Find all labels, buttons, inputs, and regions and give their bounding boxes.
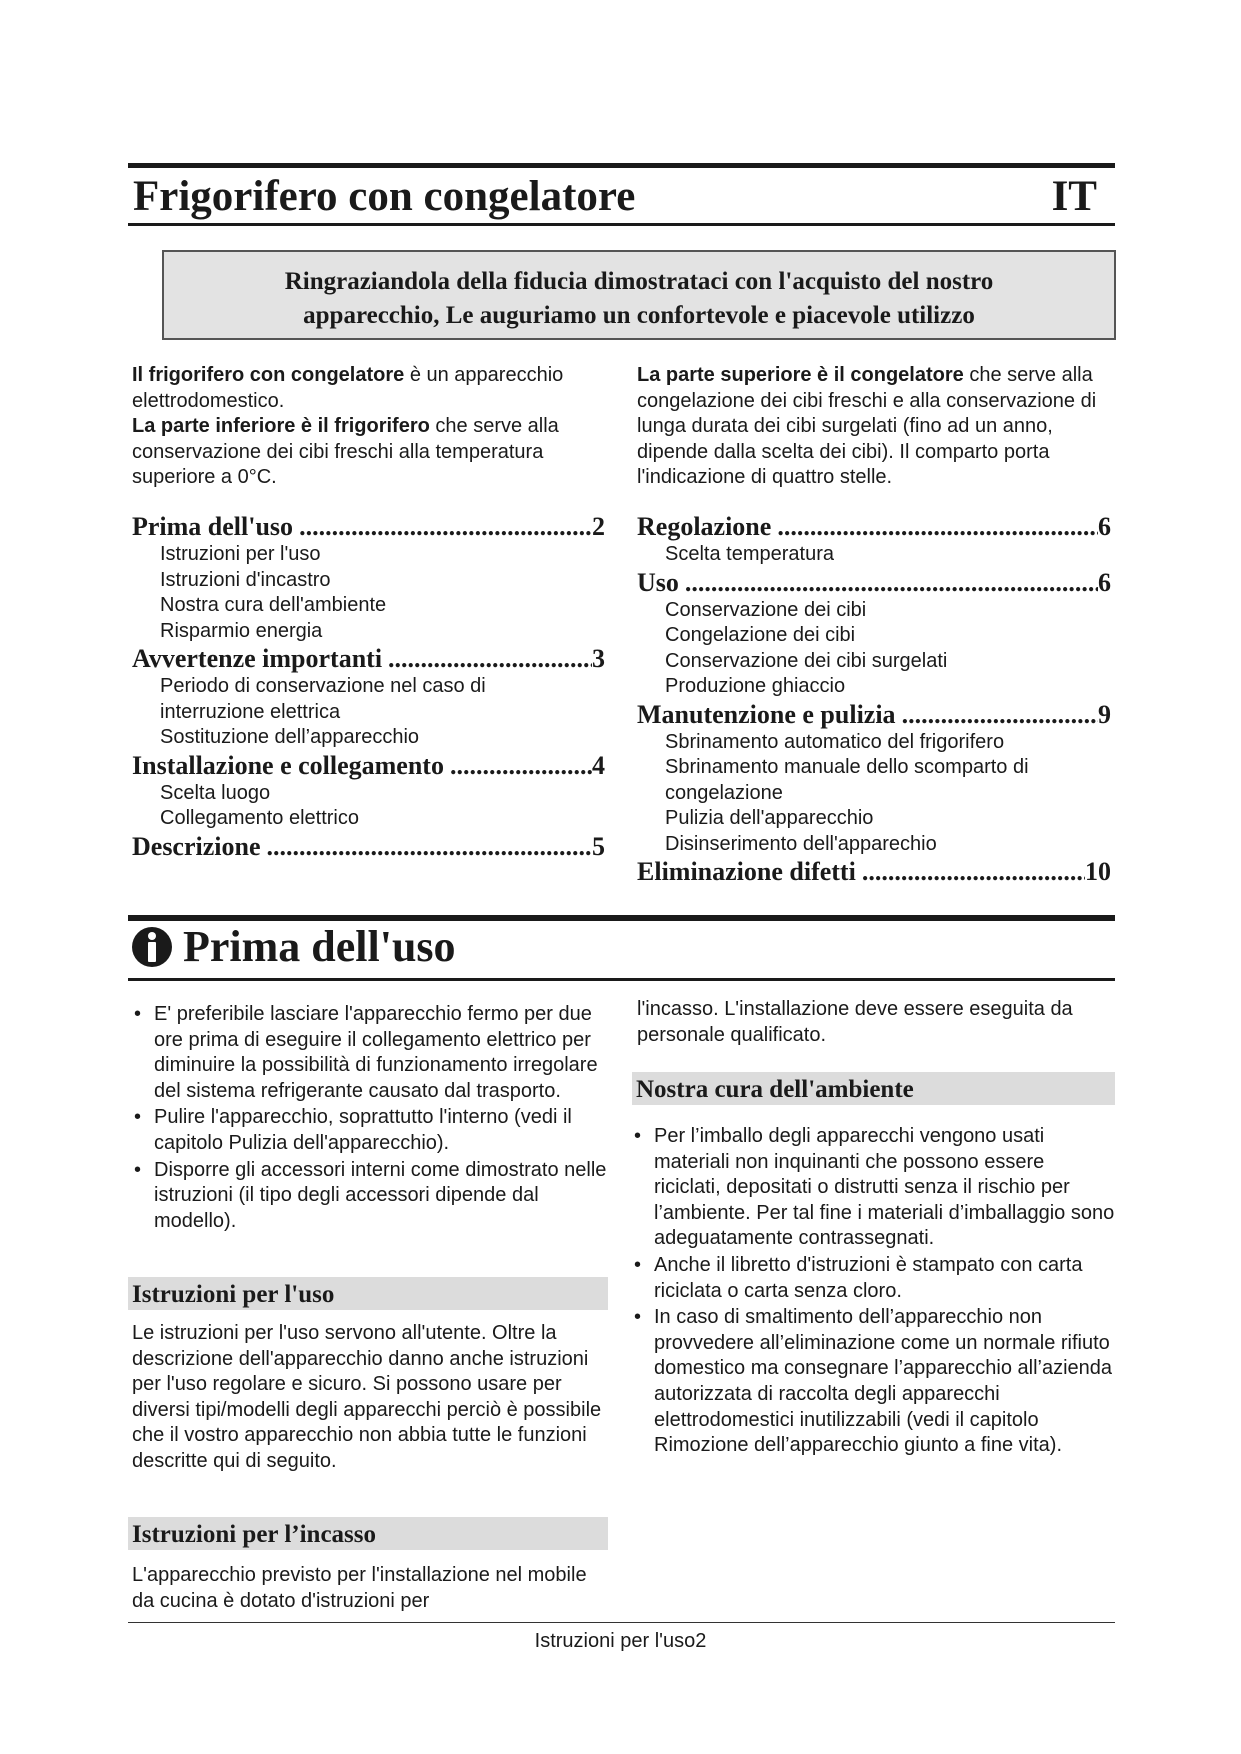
toc-subentry: Scelta luogo [160,781,271,804]
footer-rule [128,1622,1115,1623]
toc-subentry: Pulizia dell'apparecchio [665,807,874,829]
toc-subentry: Sbrinamento manuale dello scomparto di [665,756,1029,778]
thanks-line-1: Ringraziandola della fiducia dimostrataci con l'acquisto del nostro [284,268,994,295]
list-item: • Anche il libretto d'istruzioni è stampato con carta riciclata o carta senza cloro. [632,1253,1115,1304]
header-rule-top [128,163,1115,168]
intro-left-text-1: è un apparecchio elettrodomestico. [132,364,564,412]
section-rule-bottom [128,978,1115,981]
toc-subentry: Sostituzione dell’apparecchio [160,726,420,748]
header-rule-bottom [128,223,1115,226]
paragraph-istruzioni-uso: Le istruzioni per l'uso servono all'utente. Oltre la descrizione dell'apparecchio danno anche istruzioni per l'uso regolare e sicuro. Si possono usare per diversi tipi/modelli degli apparecchi perciò è possibile che il vostro apparecchio non abbia tutte le funzioni descritte qui di seguito. [132,1322,602,1472]
toc-entry[interactable]: Regolazione ..... 6 [637,512,1111,542]
toc-subentry: Congelazione dei cibi [665,624,856,646]
document-title: Frigorifero con congelatore [133,173,636,220]
bullet-list [632,1124,1115,1459]
toc-subentry: Disinserimento dell'apparechio [665,832,937,855]
paragraph-incasso-cont: l'incasso. L'installazione deve essere eseguita da personale qualificato. [637,998,1073,1046]
toc-entry[interactable]: Uso ..... 6 [637,568,1111,598]
toc-subentry: Nostra cura dell'ambiente [160,594,387,616]
toc-entry[interactable]: Eliminazione difetti ..... 10 [637,857,1111,887]
toc-subentry: Produzione ghiaccio [665,675,846,697]
intro-right-text-1: che serve alla congelazione dei cibi freschi e alla conservazione di lunga durata dei cibi surgelati (fino ad un anno, dipende dalla scelta dei cibi). Il comparto porta l'indicazione di quattro stelle. [637,364,1097,489]
toc-entry[interactable]: Descrizione ..... 5 [132,832,605,862]
intro-left-bold-2: La parte inferiore è il frigorifero [132,415,430,438]
toc-subentry: Periodo di conservazione nel caso di [160,675,486,697]
intro-right-bold-1: La parte superiore è il congelatore [637,364,964,386]
toc-entry[interactable]: Manutenzione e pulizia ..... 9 [637,700,1111,730]
intro-left-text-2: che serve alla conservazione dei cibi freschi alla temperatura superiore a 0°C. [132,415,559,489]
thanks-line-2: apparecchio, Le auguriamo un confortevole e piacevole utilizzo [303,302,975,329]
toc-subentry: Conservazione dei cibi [665,598,867,621]
thanks-box [162,250,1116,340]
toc-subentry: Istruzioni d'incastro [160,568,331,591]
list-item: • Pulire l'apparecchio, soprattutto l'interno (vedi il capitolo Pulizia dell'apparecchio). [132,1105,612,1156]
info-icon [131,926,173,968]
intro-left-bold-1: Il frigorifero con congelatore [132,364,405,386]
toc-subentry: interruzione elettrica [160,700,341,723]
toc-subentry: Sbrinamento automatico del frigorifero [665,730,1005,753]
section-title: Prima dell'uso [183,922,456,971]
toc-entry[interactable]: Installazione e collegamento ..... 4 [132,751,605,781]
toc-entry[interactable]: Prima dell'uso ..... 2 [132,512,605,542]
toc-subentry: Risparmio energia [160,619,323,642]
list-item: • E' preferibile lasciare l'apparecchio fermo per due ore prima di eseguire il collegamento elettrico per diminuire la possibilità di funzionamento irregolare del sistema refrigerante causato dal trasporto. [132,1002,612,1104]
right-column [632,1124,1115,1460]
list-item: • Disporre gli accessori interni come dimostrato nelle istruzioni (il tipo degli accessori dipende dal modello). [132,1158,612,1235]
paragraph-istruzioni-incasso: L'apparecchio previsto per l'installazione nel mobile da cucina è dotato d'istruzioni per [132,1564,587,1612]
list-item: • In caso di smaltimento dell’apparecchio non provvedere all’eliminazione come un normale rifiuto domestico ma consegnare l’apparecchio all’azienda autorizzata di raccolta degli apparecchi elettrodomestici inutilizzabili (vedi il capitolo Rimozione dell’apparecchio giunto a fine vita). [632,1305,1115,1459]
heading-istruzioni-incasso: Istruzioni per l’incasso [128,1517,608,1550]
toc-left [132,512,605,862]
intro-left [132,363,582,491]
toc-subentry: Collegamento elettrico [160,807,359,829]
toc-right [637,512,1111,887]
heading-istruzioni-uso: Istruzioni per l'uso [128,1277,608,1310]
toc-subentry: Scelta temperatura [665,543,834,565]
intro-right [637,363,1115,491]
toc-subentry: congelazione [665,781,783,804]
footer-text: Istruzioni per l'uso2 [534,1630,707,1652]
left-column [132,1002,612,1235]
toc-subentry: Istruzioni per l'uso [160,543,321,565]
toc-subentry: Conservazione dei cibi surgelati [665,649,948,672]
heading-ambiente: Nostra cura dell'ambiente [632,1072,1115,1105]
toc-entry[interactable]: Avvertenze importanti ..... 3 [132,644,605,674]
list-item: • Per l’imballo degli apparecchi vengono usati materiali non inquinanti che possono essere riciclati, depositati o distrutti senza il rischio per l’ambiente. Per tal fine i materiali d’imballaggio sono adeguatamente contrassegnati. [632,1124,1115,1252]
bullet-list [132,1002,612,1234]
language-code: IT [1051,173,1097,220]
